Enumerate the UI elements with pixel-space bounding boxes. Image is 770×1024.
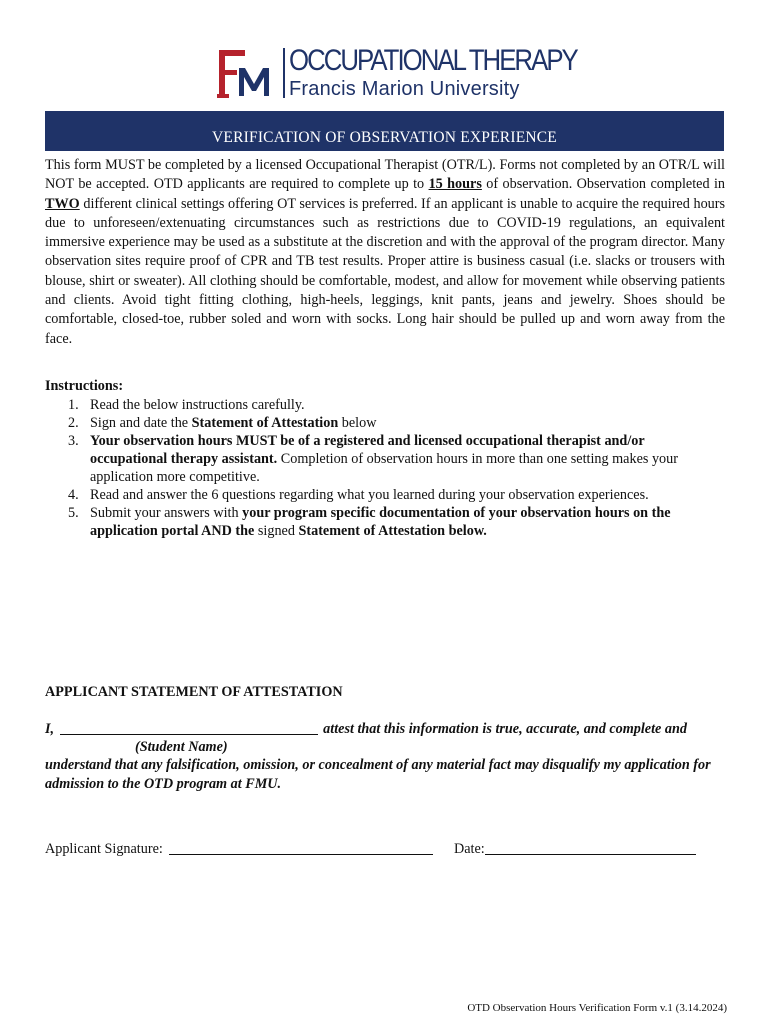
student-name-label: (Student Name)	[135, 739, 228, 755]
university-name: Francis Marion University	[289, 78, 520, 100]
list-item	[45, 486, 725, 504]
item-text: below	[338, 415, 377, 431]
date-field[interactable]	[485, 840, 696, 855]
list-item	[45, 414, 725, 432]
item-number: 1.	[68, 397, 79, 413]
program-title: OCCUPATIONAL THERAPY	[289, 44, 577, 77]
item-text: signed	[254, 523, 299, 539]
item-bold-text: Statement of Attestation	[191, 415, 339, 431]
attestation-statement	[45, 720, 725, 738]
item-bold-text: Your observation hours MUST be of a registered and licensed occupational therapist and/or occupational therapy assistant.	[90, 433, 645, 467]
list-item	[45, 396, 725, 414]
logo-divider	[283, 48, 285, 98]
item-text: Read and answer the 6 questions regarding what you learned during your observation experiences.	[90, 487, 649, 503]
list-item	[45, 432, 725, 486]
attestation-text: attest that this information is true, accurate, and complete and	[323, 721, 687, 737]
date-group	[454, 840, 696, 858]
item-number: 3.	[68, 433, 79, 449]
student-name-field[interactable]	[60, 720, 318, 735]
item-number: 4.	[68, 487, 79, 503]
list-item	[45, 504, 725, 540]
instructions-heading: Instructions:	[45, 378, 124, 394]
attestation-i: I,	[45, 721, 55, 737]
item-text: Submit your answers with	[90, 505, 243, 521]
fm-monogram-icon	[217, 44, 273, 100]
item-bold-text: your program specific documentation of your observation hours on the application portal AND the	[90, 505, 671, 539]
item-text: Sign and date the	[90, 415, 192, 431]
item-number: 2.	[68, 415, 79, 431]
signature-row	[45, 840, 485, 858]
required-hours: 15 hours	[428, 176, 482, 193]
item-bold-text: Statement of Attestation below.	[298, 523, 487, 539]
settings-count: TWO	[45, 195, 80, 212]
attestation-disclaimer: understand that any falsification, omission, or concealment of any material fact may disqualify my application for admission to the OTD program at FMU.	[45, 757, 711, 792]
form-title: VERIFICATION OF OBSERVATION EXPERIENCE	[212, 129, 557, 146]
instructions-list	[45, 396, 725, 540]
item-text: Completion of observation hours in more than one setting makes your application more competitive.	[90, 451, 678, 485]
title-banner	[45, 111, 724, 151]
intro-text-3: different clinical settings offering OT services is preferred. If an applicant is unable to acquire the required hours due to unforeseen/extenuating circumstances such as restrictions due to COVID-19 regulations, an equivalent immersive experience may be used as a substitute at the discretion and with the approval of the program director. Many observation sites require proof of CPR and TB test results. Proper attire is business casual (i.e. slacks or trousers with blouse, shirt or sweater). All clothing should be comfortable, modest, and allow for movement while observing patients and clients. Avoid tight fitting clothing, high-heels, leggings, knit pants, jeans and jewelry. Shoes should be comfortable, closed-toe, rubber soled and worn with socks. Long hair should be pulled up and worn away from the face.	[45, 195, 725, 347]
item-number: 5.	[68, 505, 79, 521]
intro-text-2: of observation. Observation completed in	[481, 176, 725, 193]
intro-paragraph	[45, 156, 725, 349]
signature-label: Applicant Signature:	[45, 841, 163, 857]
intro-text-1: This form MUST be completed by a licensed Occupational Therapist (OTR/L). Forms not completed by an OTR/L will NOT be accepted. OTD applicants are required to complete up to	[45, 157, 725, 193]
form-version-footer: OTD Observation Hours Verification Form v.1 (3.14.2024)	[467, 1002, 727, 1014]
item-text: Read the below instructions carefully.	[90, 397, 305, 413]
date-label: Date:	[454, 841, 485, 857]
fmu-logo	[217, 44, 577, 102]
signature-field[interactable]	[169, 840, 433, 855]
attestation-heading: APPLICANT STATEMENT OF ATTESTATION	[45, 684, 343, 700]
